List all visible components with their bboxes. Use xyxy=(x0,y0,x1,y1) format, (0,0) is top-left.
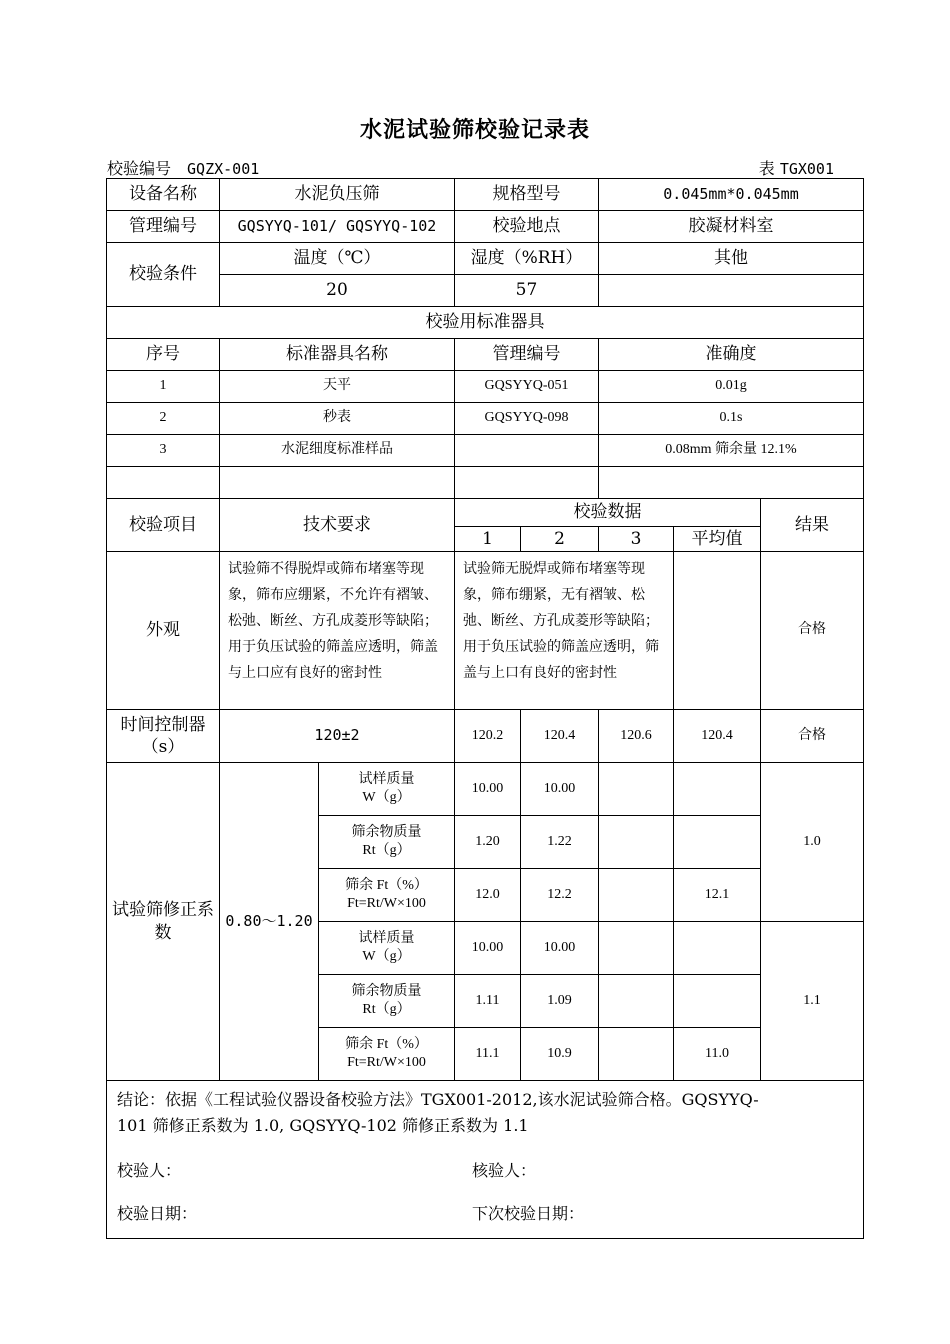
measure-name: 筛余物质量 Rt（g） xyxy=(319,816,455,869)
appearance-empty xyxy=(674,552,761,710)
std-mgmt xyxy=(455,467,599,499)
spec-label: 规格型号 xyxy=(455,179,599,211)
date-label: 校验日期： xyxy=(117,1203,198,1223)
conditions-label: 校验条件 xyxy=(107,243,220,307)
device-name-value: 水泥负压筛 xyxy=(220,179,455,211)
data-col-3: 3 xyxy=(599,527,674,552)
form-label: 表 xyxy=(758,159,775,178)
std-name xyxy=(220,467,455,499)
measure-v1: 10.00 xyxy=(455,922,521,975)
measure-avg: 11.0 xyxy=(674,1028,761,1081)
measure-name: 试样质量 W（g） xyxy=(319,922,455,975)
device-row-1 xyxy=(107,179,864,211)
measure-v1: 1.20 xyxy=(455,816,521,869)
std-accuracy xyxy=(599,467,864,499)
col-header-mgmt: 管理编号 xyxy=(455,339,599,371)
table-row xyxy=(107,467,864,499)
next-date-label: 下次校验日期： xyxy=(472,1203,585,1223)
measure-name: 筛余 Ft（%） Ft=Rt/W×100 xyxy=(319,869,455,922)
data-col-1: 1 xyxy=(455,527,521,552)
check-item-header: 校验项目 xyxy=(107,499,220,552)
other-label: 其他 xyxy=(599,243,864,275)
table-row xyxy=(107,371,864,403)
measure-v2: 1.22 xyxy=(521,816,599,869)
timer-label: 时间控制器（s） xyxy=(107,710,220,763)
std-name: 天平 xyxy=(220,371,455,403)
timer-value-1: 120.2 xyxy=(455,710,521,763)
measure-avg xyxy=(674,763,761,816)
std-mgmt: GQSYYQ-051 xyxy=(455,371,599,403)
conclusion-line-1: 结论：依据《工程试验仪器设备校验方法》TGX001-2012,该水泥试验筛合格。GQSYYQ- xyxy=(117,1090,759,1109)
std-mgmt xyxy=(455,435,599,467)
col-header-instrument: 标准器具名称 xyxy=(220,339,455,371)
conclusion-row xyxy=(107,1081,864,1239)
measure-avg xyxy=(674,922,761,975)
measure-name: 试样质量 W（g） xyxy=(319,763,455,816)
timer-result: 合格 xyxy=(761,710,864,763)
humidity-value: 57 xyxy=(455,275,599,307)
measure-name: 筛余 Ft（%） Ft=Rt/W×100 xyxy=(319,1028,455,1081)
correction-label: 试验筛修正系数 xyxy=(107,763,220,1081)
measure-v3 xyxy=(599,975,674,1028)
conditions-header-row xyxy=(107,243,864,275)
measure-v3 xyxy=(599,1028,674,1081)
measure-v2: 1.09 xyxy=(521,975,599,1028)
measure-v3 xyxy=(599,816,674,869)
col-header-accuracy: 准确度 xyxy=(599,339,864,371)
std-name: 秒表 xyxy=(220,403,455,435)
std-accuracy: 0.1s xyxy=(599,403,864,435)
appearance-observation: 试验筛无脱焊或筛布堵塞等现象，筛布绷紧，无有褶皱、松弛、断丝、方孔成菱形等缺陷；用于负压试验的筛盖应透明，筛盖与上口有良好的密封性 xyxy=(455,552,674,710)
record-table xyxy=(106,178,864,1239)
correction-requirement: 0.80～1.20 xyxy=(220,763,319,1081)
timer-value-2: 120.4 xyxy=(521,710,599,763)
standards-header-row xyxy=(107,339,864,371)
correction-result-a: 1.0 xyxy=(761,763,864,922)
measure-v1: 1.11 xyxy=(455,975,521,1028)
mgmt-value: GQSYYQ-101/ GQSYYQ-102 xyxy=(220,211,455,243)
page-title: 水泥试验筛校验记录表 xyxy=(359,117,590,143)
signature-row-1 xyxy=(117,1161,853,1182)
check-header-row xyxy=(107,499,864,527)
std-index: 2 xyxy=(107,403,220,435)
table-row xyxy=(107,763,864,816)
spec-value: 0.045mm*0.045mm xyxy=(599,179,864,211)
table-row xyxy=(107,403,864,435)
serial-number xyxy=(107,156,415,179)
standards-section-title: 校验用标准器具 xyxy=(107,307,864,339)
appearance-requirement: 试验筛不得脱焊或筛布堵塞等现象，筛布应绷紧，不允许有褶皱、松弛、断丝、方孔成菱形等缺陷；用于负压试验的筛盖应透明，筛盖与上口应有良好的密封性 xyxy=(220,552,455,710)
timer-row xyxy=(107,710,864,763)
form-code-value: TGX001 xyxy=(779,160,834,178)
col-header-index: 序号 xyxy=(107,339,220,371)
measure-avg xyxy=(674,975,761,1028)
appearance-label: 外观 xyxy=(107,552,220,710)
location-label: 校验地点 xyxy=(455,211,599,243)
check-req-header: 技术要求 xyxy=(220,499,455,552)
form-code xyxy=(759,156,834,179)
location-value: 胶凝材料室 xyxy=(599,211,864,243)
measure-v2: 10.9 xyxy=(521,1028,599,1081)
measure-v1: 12.0 xyxy=(455,869,521,922)
correction-result-b: 1.1 xyxy=(761,922,864,1081)
std-name: 水泥细度标准样品 xyxy=(220,435,455,467)
std-index: 1 xyxy=(107,371,220,403)
conclusion-line-2: 101 筛修正系数为 1.0, GQSYYQ-102 筛修正系数为 1.1 xyxy=(117,1116,529,1135)
check-result-header: 结果 xyxy=(761,499,864,552)
std-index: 3 xyxy=(107,435,220,467)
data-col-2: 2 xyxy=(521,527,599,552)
timer-requirement: 120±2 xyxy=(220,710,455,763)
appearance-result: 合格 xyxy=(761,552,864,710)
measure-v2: 10.00 xyxy=(521,922,599,975)
measure-v3 xyxy=(599,763,674,816)
serial-label: 校验编号 xyxy=(107,159,172,178)
temp-value: 20 xyxy=(220,275,455,307)
checker-label: 校验人： xyxy=(117,1161,182,1180)
measure-avg xyxy=(674,816,761,869)
humidity-label: 湿度（%RH） xyxy=(455,243,599,275)
mgmt-label: 管理编号 xyxy=(107,211,220,243)
measure-v2: 10.00 xyxy=(521,763,599,816)
device-row-2 xyxy=(107,211,864,243)
measure-v3 xyxy=(599,922,674,975)
std-index xyxy=(107,467,220,499)
device-name-label: 设备名称 xyxy=(107,179,220,211)
measure-avg: 12.1 xyxy=(674,869,761,922)
appearance-row xyxy=(107,552,864,710)
measure-v2: 12.2 xyxy=(521,869,599,922)
timer-value-3: 120.6 xyxy=(599,710,674,763)
signature-row-2 xyxy=(117,1204,853,1225)
data-col-avg: 平均值 xyxy=(674,527,761,552)
std-accuracy: 0.01g xyxy=(599,371,864,403)
measure-v1: 10.00 xyxy=(455,763,521,816)
std-mgmt: GQSYYQ-098 xyxy=(455,403,599,435)
serial-value: GQZX-001 xyxy=(171,160,415,179)
conclusion xyxy=(107,1081,864,1239)
table-row xyxy=(107,435,864,467)
measure-v1: 11.1 xyxy=(455,1028,521,1081)
measure-v3 xyxy=(599,869,674,922)
timer-value-avg: 120.4 xyxy=(674,710,761,763)
check-data-header: 校验数据 xyxy=(455,499,761,527)
standards-title-row xyxy=(107,307,864,339)
measure-name: 筛余物质量 Rt（g） xyxy=(319,975,455,1028)
reviewer-label: 核验人： xyxy=(472,1161,537,1180)
conditions-value-row xyxy=(107,275,864,307)
std-accuracy: 0.08mm 筛余量 12.1% xyxy=(599,435,864,467)
temp-label: 温度（℃） xyxy=(220,243,455,275)
other-value xyxy=(599,275,864,307)
